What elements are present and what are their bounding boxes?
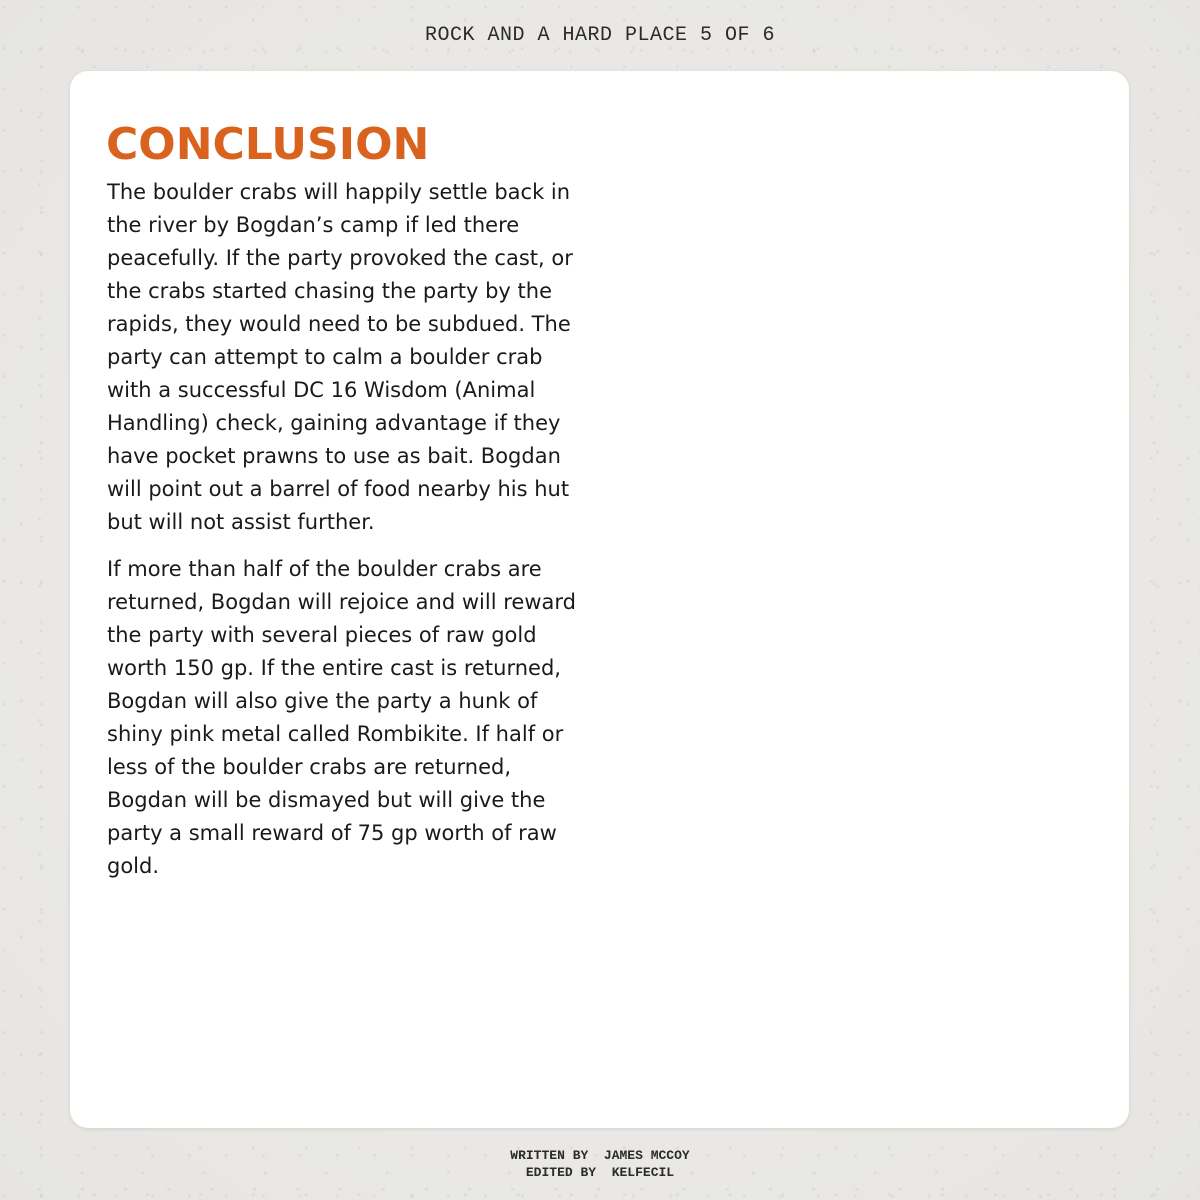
content-card (70, 71, 1129, 1128)
credits (0, 1147, 1200, 1181)
section-heading: CONCLUSION (106, 119, 430, 170)
page-title: ROCK AND A HARD PLACE 5 OF 6 (424, 24, 776, 47)
written-by-credit: WRITTEN BY JAMES MCCOY (510, 1148, 690, 1163)
edited-by-credit: EDITED BY KELFECIL (525, 1165, 675, 1180)
paragraph-crab-calming: The boulder crabs will happily settle back in the river by Bogdan’s camp if led there peacefully. If the party provoked the cast, or the crabs started chasing the party by the rapids, they would need to be subdued. The party can attempt to calm a boulder crab with a successful DC 16 Wisdom (Animal Handling) check, gaining advantage if they have pocket prawns to use as bait. Bogdan will point out a barrel of food nearby his hut but will not assist further. (107, 180, 573, 534)
paragraph-reward: If more than half of the boulder crabs are returned, Bogdan will rejoice and will reward the party with several pieces of raw gold worth 150 gp. If the entire cast is returned, Bogdan will also give the party a hunk of shiny pink metal called Rombikite. If half or less of the boulder crabs are returned, Bogdan will be dismayed but will give the party a small reward of 75 gp worth of raw gold. (107, 557, 576, 878)
section-body (107, 176, 577, 897)
